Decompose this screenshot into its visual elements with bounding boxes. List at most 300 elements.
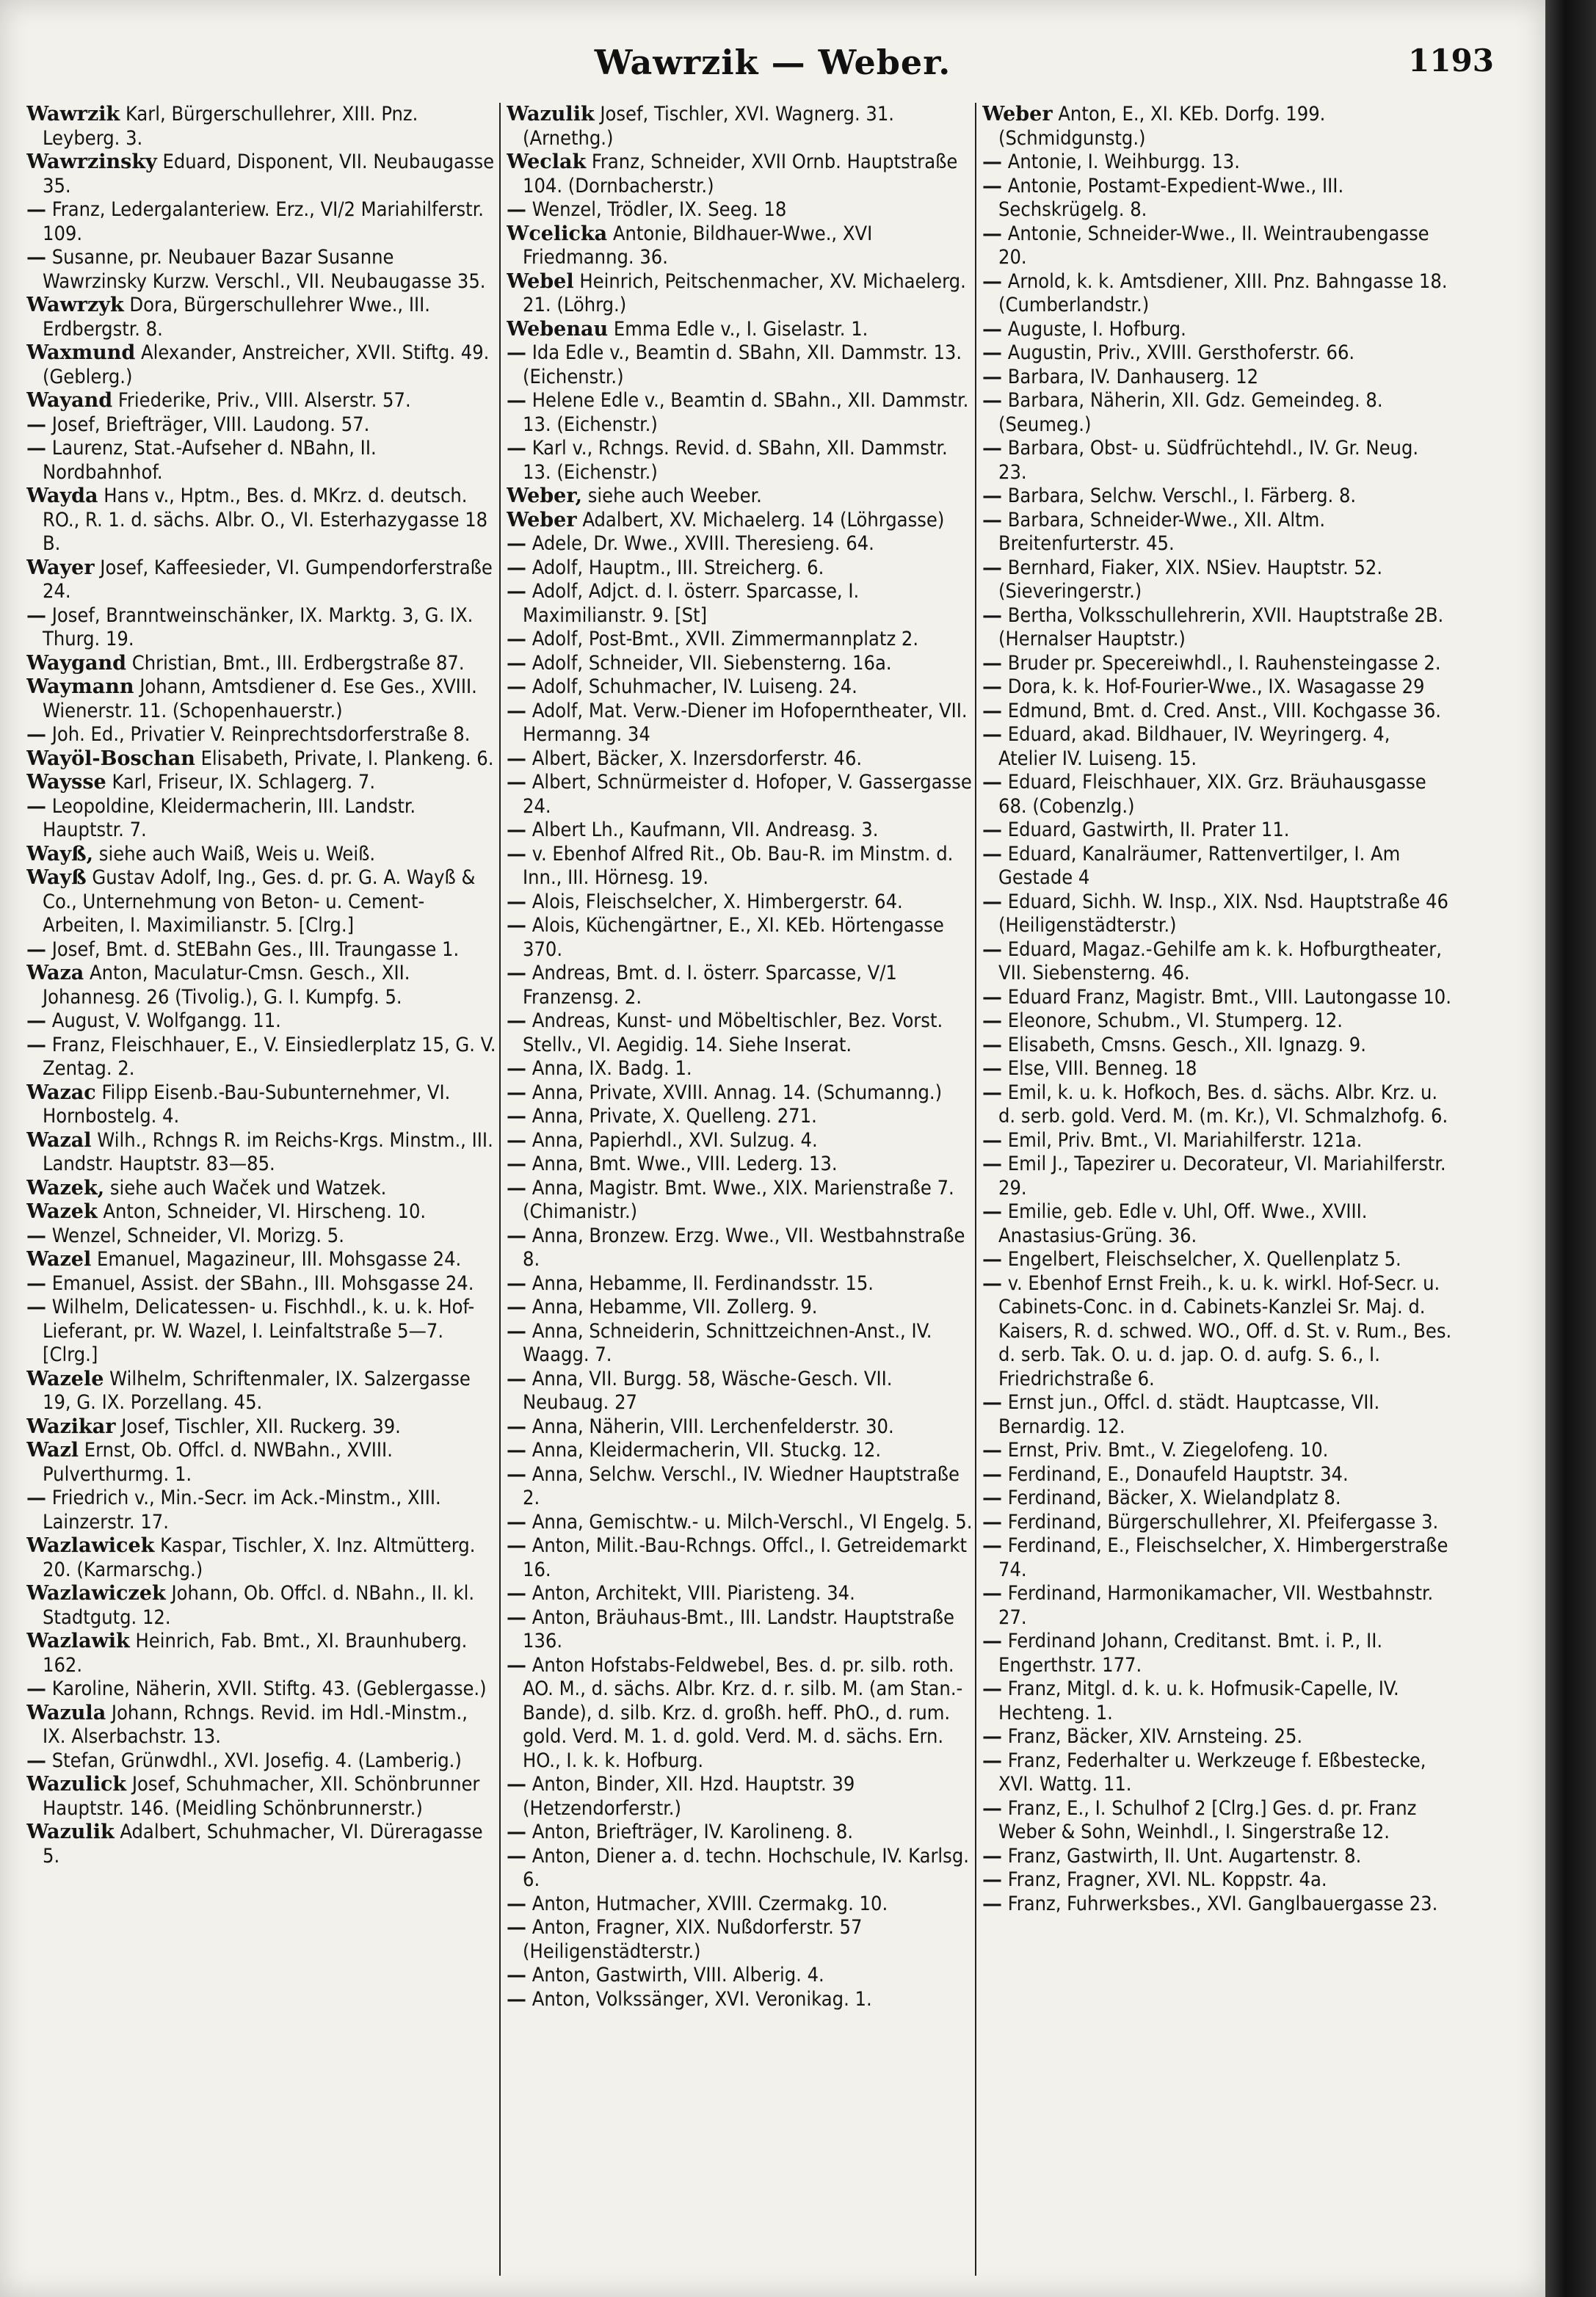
page-number: 1193 bbox=[1408, 43, 1494, 79]
entry-surname: Wawrzyk bbox=[26, 294, 124, 316]
entry-details: Anna, Selchw. Verschl., IV. Wiedner Hauptstraße 2. bbox=[523, 1462, 960, 1509]
column-right bbox=[982, 103, 1452, 2276]
entry-surname: — bbox=[982, 269, 1002, 293]
directory-entry bbox=[507, 341, 976, 389]
entry-surname: — bbox=[507, 675, 526, 698]
entry-surname: — bbox=[982, 222, 1002, 245]
entry-surname: — bbox=[982, 1128, 1002, 1152]
entry-surname: — bbox=[982, 771, 1002, 794]
directory-entry bbox=[507, 1296, 976, 1320]
directory-entry bbox=[26, 1487, 496, 1534]
entry-surname: — bbox=[507, 842, 526, 866]
entry-surname: — bbox=[507, 437, 526, 460]
entry-surname: Weber bbox=[982, 103, 1053, 126]
directory-entry bbox=[982, 938, 1452, 986]
entry-surname: Wazlawiczek bbox=[26, 1582, 166, 1605]
directory-entry bbox=[982, 1057, 1452, 1081]
entry-surname: Waymann bbox=[26, 675, 134, 698]
entry-details: Filipp Eisenb.-Bau-Subunternehmer, VI. Hornbostelg. 4. bbox=[43, 1081, 451, 1128]
entry-surname: Wayß, bbox=[26, 842, 94, 866]
entry-surname: Wazikar bbox=[26, 1415, 116, 1438]
entry-surname: Wazulick bbox=[26, 1773, 127, 1796]
entry-surname: — bbox=[982, 1200, 1002, 1223]
entry-details: Christian, Bmt., III. Erdbergstraße 87. bbox=[131, 651, 465, 675]
entry-surname: — bbox=[982, 603, 1002, 627]
entry-surname: Wawrzik bbox=[26, 103, 120, 126]
entry-surname: — bbox=[507, 1081, 526, 1104]
entry-surname: Weclak bbox=[507, 150, 587, 173]
entry-details: Franz, Fleischhauer, E., V. Einsiedlerplatz 15, G. V. Zentag. 2. bbox=[43, 1033, 496, 1080]
entry-details: Kaspar, Tischler, X. Inz. Altmütterg. 20. (Karmarschg.) bbox=[43, 1534, 476, 1581]
entry-details: August, V. Wolfgangg. 11. bbox=[51, 1009, 281, 1032]
entry-details: Leopoldine, Kleidermacherin, III. Landstr. Hauptstr. 7. bbox=[43, 794, 416, 841]
directory-entry bbox=[507, 819, 976, 843]
directory-entry bbox=[507, 1893, 976, 1917]
entry-surname: — bbox=[982, 508, 1002, 531]
directory-entry bbox=[982, 1845, 1452, 1869]
directory-entry bbox=[507, 675, 976, 700]
entry-surname: — bbox=[982, 1391, 1002, 1414]
directory-entry bbox=[507, 509, 976, 533]
directory-entry bbox=[26, 1582, 496, 1630]
directory-entry bbox=[507, 628, 976, 652]
directory-entry bbox=[507, 1463, 976, 1511]
directory-entry bbox=[26, 1630, 496, 1677]
entry-details: Franz, Schneider, XVII Ornb. Hauptstraße 104. (Dornbacherstr.) bbox=[523, 150, 958, 197]
directory-entry bbox=[982, 1630, 1452, 1677]
directory-entry bbox=[982, 1439, 1452, 1463]
entry-surname: — bbox=[26, 1296, 46, 1318]
directory-entry bbox=[982, 819, 1452, 843]
directory-entry bbox=[507, 747, 976, 772]
entry-surname: — bbox=[507, 771, 526, 794]
entry-details: Edmund, Bmt. d. Cred. Anst., VIII. Kochgasse 36. bbox=[1007, 699, 1442, 722]
directory-entry bbox=[26, 103, 496, 150]
entry-surname: Wawrzinsky bbox=[26, 150, 157, 173]
entry-details: Elisabeth, Private, I. Plankeng. 6. bbox=[200, 747, 494, 770]
entry-surname: Wazele bbox=[26, 1367, 104, 1390]
entry-details: Emma Edle v., I. Giselastr. 1. bbox=[613, 317, 868, 341]
entry-details: Elisabeth, Cmsns. Gesch., XII. Ignazg. 9. bbox=[1007, 1033, 1366, 1056]
directory-entry bbox=[507, 389, 976, 437]
entry-surname: — bbox=[982, 174, 1002, 197]
entry-details: Ferdinand, Bürgerschullehrer, XI. Pfeifergasse 3. bbox=[1007, 1510, 1439, 1534]
directory-entry bbox=[26, 1368, 496, 1415]
directory-entry bbox=[507, 270, 976, 318]
entry-surname: — bbox=[26, 1224, 46, 1247]
directory-entry bbox=[507, 556, 976, 581]
entry-details: Anna, Gemischtw.- u. Milch-Verschl., VI Engelg. 5. bbox=[532, 1510, 973, 1534]
entry-details: Josef, Tischler, XII. Ruckerg. 39. bbox=[121, 1415, 401, 1438]
entry-surname: — bbox=[26, 937, 46, 961]
entry-details: Susanne, pr. Neubauer Bazar Susanne Wawrzinsky Kurzw. Verschl., VII. Neubaugasse 35. bbox=[43, 246, 486, 293]
entry-surname: — bbox=[507, 1892, 526, 1915]
directory-entry bbox=[982, 509, 1452, 556]
directory-entry bbox=[507, 580, 976, 628]
entry-surname: — bbox=[982, 556, 1002, 579]
entry-details: Adolf, Schneider, VII. Siebensterng. 16a. bbox=[532, 651, 892, 675]
entry-surname: — bbox=[507, 580, 526, 603]
entry-surname: Weber bbox=[507, 508, 577, 531]
entry-details: Emil, k. u. k. Hofkoch, Bes. d. sächs. Albr. Krz. u. d. serb. gold. Verd. M. (m. Kr.), VI. Schmalzhofg. 6. bbox=[998, 1081, 1448, 1128]
directory-entry bbox=[507, 532, 976, 556]
directory-entry bbox=[507, 700, 976, 747]
entry-details: Franz, E., I. Schulhof 2 [Clrg.] Ges. d. pr. Franz Weber & Sohn, Weinhdl., I. Singerstraße 12. bbox=[998, 1796, 1417, 1843]
entry-details: Anton, Briefträger, IV. Karolineng. 8. bbox=[532, 1821, 854, 1843]
entry-details: Alois, Fleischselcher, X. Himbergerstr. 64. bbox=[532, 890, 903, 913]
entry-details: Albert, Schnürmeister d. Hofoper, V. Gassergasse 24. bbox=[523, 771, 972, 818]
entry-surname: Wazlawicek bbox=[26, 1534, 155, 1557]
entry-surname: — bbox=[507, 1057, 526, 1080]
entry-surname: — bbox=[26, 723, 46, 746]
entry-surname: — bbox=[507, 1653, 526, 1677]
entry-details: Franz, Mitgl. d. k. u. k. Hofmusik-Capelle, IV. Hechteng. 1. bbox=[998, 1677, 1399, 1724]
entry-surname: — bbox=[507, 1153, 526, 1175]
entry-surname: Wazl bbox=[26, 1439, 79, 1462]
entry-surname: — bbox=[982, 937, 1002, 961]
entry-surname: — bbox=[507, 914, 526, 937]
entry-details: Emil, Priv. Bmt., VI. Mariahilferstr. 121a. bbox=[1007, 1128, 1363, 1152]
entry-surname: — bbox=[507, 1534, 526, 1557]
entry-surname: — bbox=[982, 1271, 1002, 1295]
directory-entry bbox=[507, 1415, 976, 1440]
entry-surname: — bbox=[507, 1439, 526, 1462]
entry-details: Laurenz, Stat.-Aufseher d. NBahn, II. Nordbahnhof. bbox=[43, 437, 377, 484]
entry-surname: — bbox=[26, 1677, 46, 1700]
directory-entry bbox=[982, 1272, 1452, 1392]
entry-surname: — bbox=[982, 819, 1002, 841]
entry-details: Adele, Dr. Wwe., XVIII. Theresieng. 64. bbox=[532, 532, 874, 555]
directory-entry bbox=[507, 103, 976, 150]
entry-surname: — bbox=[507, 1462, 526, 1486]
directory-entry bbox=[982, 1248, 1452, 1272]
directory-entry bbox=[507, 652, 976, 676]
entry-details: Anna, Papierhdl., XVI. Sulzug. 4. bbox=[532, 1128, 818, 1152]
entry-details: Dora, Bürgerschullehrer Wwe., III. Erdbergstr. 8. bbox=[43, 294, 431, 341]
entry-surname: Waza bbox=[26, 962, 84, 984]
directory-entry bbox=[26, 1702, 496, 1749]
entry-details: siehe auch Weeber. bbox=[587, 485, 762, 507]
entry-details: Anton, Bräuhaus-Bmt., III. Landstr. Hauptstraße 136. bbox=[523, 1605, 955, 1652]
entry-details: Eduard, Disponent, VII. Neubaugasse 35. bbox=[43, 150, 495, 197]
entry-details: Stefan, Grünwdhl., XVI. Josefig. 4. (Lamberig.) bbox=[51, 1749, 462, 1772]
entry-details: Anton, Fragner, XIX. Nußdorferstr. 57 (Heiligenstädterstr.) bbox=[523, 1916, 863, 1963]
directory-entry bbox=[982, 1153, 1452, 1200]
entry-details: Anton, Schneider, VI. Hirscheng. 10. bbox=[103, 1200, 427, 1223]
directory-entry bbox=[507, 1988, 976, 2012]
entry-details: Anton, Binder, XII. Hzd. Hauptstr. 39 (Hetzendorferstr.) bbox=[523, 1773, 855, 1820]
directory-entry bbox=[507, 1009, 976, 1057]
entry-surname: — bbox=[507, 1605, 526, 1629]
directory-entry bbox=[982, 1463, 1452, 1487]
entry-details: Barbara, Näherin, XII. Gdz. Gemeindeg. 8. (Seumeg.) bbox=[998, 389, 1383, 436]
entry-details: Franz, Ledergalanteriew. Erz., VI/2 Mariahilferstr. 109. bbox=[43, 198, 484, 245]
directory-entry bbox=[26, 1248, 496, 1272]
entry-surname: — bbox=[507, 1271, 526, 1295]
entry-details: Johann, Ob. Offcl. d. NBahn., II. kl. Stadtgutg. 12. bbox=[43, 1582, 475, 1629]
directory-entry bbox=[982, 890, 1452, 938]
entry-details: Emanuel, Assist. der SBahn., III. Mohsgasse 24. bbox=[51, 1271, 474, 1295]
directory-entry bbox=[507, 318, 976, 342]
entry-surname: — bbox=[982, 1081, 1002, 1104]
directory-entry bbox=[507, 843, 976, 890]
entry-details: Karl, Bürgerschullehrer, XIII. Pnz. Leyberg. 3. bbox=[43, 103, 418, 150]
entry-details: Franz, Bäcker, XIV. Arnsteing. 25. bbox=[1007, 1725, 1303, 1748]
directory-entry bbox=[26, 1439, 496, 1487]
entry-details: Adolf, Hauptm., III. Streicherg. 6. bbox=[532, 556, 824, 579]
directory-entry bbox=[26, 413, 496, 438]
entry-surname: — bbox=[507, 819, 526, 841]
entry-surname: — bbox=[26, 198, 46, 221]
entry-details: Wilh., Rchngs R. im Reichs-Krgs. Minstm., III. Landstr. Hauptstr. 83—85. bbox=[43, 1128, 493, 1175]
entry-details: Anna, Bronzew. Erzg. Wwe., VII. Westbahnstraße 8. bbox=[523, 1224, 965, 1271]
directory-entry bbox=[982, 1081, 1452, 1129]
entry-details: Wenzel, Trödler, IX. Seeg. 18 bbox=[532, 198, 787, 221]
entry-details: Anton, Diener a. d. techn. Hochschule, IV. Karlsg. 6. bbox=[523, 1844, 969, 1891]
directory-entry bbox=[26, 1821, 496, 1868]
directory-entry bbox=[507, 1916, 976, 1964]
entry-details: Karl v., Rchngs. Revid. d. SBahn, XII. Dammstr. 13. (Eichenstr.) bbox=[523, 437, 948, 484]
entry-details: Wenzel, Schneider, VI. Morizg. 5. bbox=[51, 1224, 344, 1247]
directory-entry bbox=[982, 222, 1452, 270]
entry-details: Josef, Schuhmacher, XII. Schönbrunner Hauptstr. 146. (Meidling Schönbrunnerstr.) bbox=[43, 1773, 480, 1820]
directory-entry bbox=[982, 1868, 1452, 1893]
entry-details: siehe auch Waiß, Weis u. Weiß. bbox=[98, 842, 376, 866]
directory-entry bbox=[507, 1320, 976, 1368]
entry-details: Eduard Franz, Magistr. Bmt., VIII. Lautongasse 10. bbox=[1007, 985, 1451, 1009]
directory-entry bbox=[507, 1773, 976, 1821]
directory-entry bbox=[507, 198, 976, 222]
entry-surname: — bbox=[507, 1773, 526, 1796]
directory-entry bbox=[982, 843, 1452, 890]
entry-surname: — bbox=[982, 437, 1002, 460]
entry-details: Hans v., Hptm., Bes. d. MKrz. d. deutsch. RO., R. 1. d. sächs. Albr. O., VI. Esterhazygasse 18 B. bbox=[43, 485, 488, 555]
directory-entry bbox=[507, 1582, 976, 1606]
directory-entry bbox=[982, 175, 1452, 222]
entry-surname: — bbox=[982, 1439, 1002, 1462]
directory-entry bbox=[982, 485, 1452, 509]
directory-entry bbox=[982, 723, 1452, 771]
entry-surname: — bbox=[982, 317, 1002, 341]
entry-surname: Webenau bbox=[507, 317, 609, 341]
entry-details: Albert Lh., Kaufmann, VII. Andreasg. 3. bbox=[532, 819, 879, 841]
entry-surname: — bbox=[507, 556, 526, 579]
entry-details: Anna, Magistr. Bmt. Wwe., XIX. Marienstraße 7. (Chimanistr.) bbox=[523, 1176, 954, 1223]
entry-details: Anna, Hebamme, VII. Zollerg. 9. bbox=[532, 1296, 818, 1318]
entry-details: Joh. Ed., Privatier V. Reinprechtsdorferstraße 8. bbox=[51, 723, 471, 746]
directory-entry bbox=[982, 1797, 1452, 1845]
entry-surname: — bbox=[26, 1033, 46, 1056]
column-middle bbox=[507, 103, 976, 2276]
entry-details: Heinrich, Peitschenmacher, XV. Michaelerg. 21. (Löhrg.) bbox=[523, 269, 966, 316]
entry-details: Arnold, k. k. Amtsdiener, XIII. Pnz. Bahngasse 18. (Cumberlandstr.) bbox=[998, 269, 1448, 316]
directory-entry bbox=[26, 1677, 496, 1702]
entry-details: Ida Edle v., Beamtin d. SBahn, XII. Dammstr. 13. (Eichenstr.) bbox=[523, 341, 962, 388]
directory-entry bbox=[982, 1749, 1452, 1797]
entry-details: Antonie, Bildhauer-Wwe., XVI Friedmanng. 36. bbox=[523, 222, 873, 269]
entry-surname: — bbox=[982, 723, 1002, 746]
directory-entry bbox=[26, 1224, 496, 1249]
entry-surname: — bbox=[982, 1868, 1002, 1891]
entry-details: Ferdinand Johann, Creditanst. Bmt. i. P., II. Engerthstr. 177. bbox=[998, 1630, 1383, 1677]
directory-entry bbox=[26, 246, 496, 294]
entry-details: Anna, Hebamme, II. Ferdinandsstr. 15. bbox=[532, 1271, 874, 1295]
entry-surname: — bbox=[982, 1510, 1002, 1534]
entry-surname: — bbox=[982, 150, 1002, 173]
entry-details: Alexander, Anstreicher, XVII. Stiftg. 49. (Geblerg.) bbox=[43, 341, 490, 388]
directory-entry bbox=[26, 341, 496, 389]
entry-details: Anna, Bmt. Wwe., VIII. Lederg. 13. bbox=[532, 1153, 838, 1175]
entry-details: Josef, Bmt. d. StEBahn Ges., III. Traungasse 1. bbox=[51, 937, 460, 961]
directory-entry bbox=[507, 890, 976, 915]
directory-entry bbox=[982, 700, 1452, 724]
entry-details: Franz, Federhalter u. Werkzeuge f. Eßbestecke, XVI. Wattg. 11. bbox=[998, 1749, 1426, 1796]
directory-entry bbox=[507, 1105, 976, 1129]
entry-details: Antonie, I. Weihburgg. 13. bbox=[1007, 150, 1240, 173]
directory-entry bbox=[26, 652, 496, 676]
directory-entry bbox=[507, 962, 976, 1009]
entry-surname: — bbox=[507, 651, 526, 675]
entry-surname: — bbox=[507, 1224, 526, 1247]
entry-details: Barbara, Selchw. Verschl., I. Färberg. 8. bbox=[1007, 485, 1357, 507]
directory-entry bbox=[982, 652, 1452, 676]
entry-surname: Wcelicka bbox=[507, 222, 608, 245]
entry-details: Anton, Hutmacher, XVIII. Czermakg. 10. bbox=[532, 1892, 888, 1915]
directory-entry bbox=[982, 1511, 1452, 1535]
entry-details: Josef, Briefträger, VIII. Laudong. 57. bbox=[51, 413, 370, 436]
entry-surname: — bbox=[507, 747, 526, 770]
entry-surname: — bbox=[507, 389, 526, 412]
entry-details: Johann, Rchngs. Revid. im Hdl.-Minstm., IX. Alserbachstr. 13. bbox=[43, 1701, 468, 1748]
directory-entry bbox=[26, 962, 496, 1009]
entry-surname: — bbox=[507, 1367, 526, 1390]
book-spine-edge bbox=[1545, 0, 1596, 2297]
entry-surname: — bbox=[982, 1534, 1002, 1557]
entry-details: Eduard, akad. Bildhauer, IV. Weyringerg. 4, Atelier IV. Luiseng. 15. bbox=[998, 723, 1390, 770]
directory-entry bbox=[26, 675, 496, 723]
directory-entry bbox=[982, 1391, 1452, 1439]
directory-entry bbox=[26, 723, 496, 747]
entry-surname: — bbox=[982, 675, 1002, 698]
entry-details: Anton, Milit.-Bau-Rchngs. Offcl., I. Getreidemarkt 16. bbox=[523, 1534, 967, 1581]
directory-entry bbox=[507, 1177, 976, 1224]
directory-entry bbox=[507, 914, 976, 962]
entry-surname: — bbox=[507, 1415, 526, 1438]
entry-details: Josef, Tischler, XVI. Wagnerg. 31. (Arnethg.) bbox=[523, 103, 894, 150]
entry-surname: — bbox=[982, 1796, 1002, 1820]
directory-entry bbox=[982, 150, 1452, 175]
directory-entry bbox=[26, 938, 496, 962]
entry-details: Franz, Fuhrwerksbes., XVI. Ganglbauergasse 23. bbox=[1007, 1892, 1438, 1915]
entry-details: Eduard, Sichh. W. Insp., XIX. Nsd. Hauptstraße 46 (Heiligenstädterstr.) bbox=[998, 890, 1448, 937]
entry-surname: — bbox=[26, 1271, 46, 1295]
entry-surname: — bbox=[507, 1987, 526, 2011]
entry-surname: — bbox=[507, 1916, 526, 1939]
entry-details: Friedrich v., Min.-Secr. im Ack.-Minstm., XIII. Lainzerstr. 17. bbox=[43, 1487, 441, 1534]
entry-surname: Wazal bbox=[26, 1128, 92, 1152]
entry-details: Anna, Schneiderin, Schnittzeichnen-Anst., IV. Waagg. 7. bbox=[523, 1319, 932, 1366]
entry-surname: — bbox=[507, 1296, 526, 1318]
entry-details: Ernst, Ob. Offcl. d. NWBahn., XVIII. Pulverthurmg. 1. bbox=[43, 1439, 393, 1486]
entry-details: Antonie, Postamt-Expedient-Wwe., III. Sechskrügelg. 8. bbox=[998, 174, 1344, 221]
directory-entry bbox=[507, 1272, 976, 1296]
directory-entry bbox=[26, 1773, 496, 1821]
entry-details: Adalbert, XV. Michaelerg. 14 (Löhrgasse) bbox=[582, 508, 945, 531]
directory-entry bbox=[26, 1129, 496, 1177]
directory-entry bbox=[26, 771, 496, 795]
entry-surname: Waysse bbox=[26, 771, 106, 794]
directory-entry bbox=[982, 1893, 1452, 1917]
entry-surname: Wazel bbox=[26, 1248, 92, 1271]
directory-entry bbox=[982, 1725, 1452, 1749]
entry-details: Barbara, IV. Danhauserg. 12 bbox=[1007, 365, 1259, 388]
directory-entry bbox=[507, 1964, 976, 1988]
entry-details: Franz, Gastwirth, II. Unt. Augartenstr. 8. bbox=[1007, 1844, 1362, 1868]
directory-entry bbox=[507, 1439, 976, 1463]
directory-entry bbox=[982, 1009, 1452, 1034]
directory-entry bbox=[982, 1534, 1452, 1582]
entry-surname: — bbox=[507, 1128, 526, 1152]
directory-entry bbox=[982, 675, 1452, 700]
entry-details: Anna, Private, XVIII. Annag. 14. (Schumanng.) bbox=[532, 1081, 943, 1104]
entry-surname: — bbox=[982, 341, 1002, 364]
page-header-title: Wawrzik — Weber. bbox=[594, 43, 951, 82]
entry-details: Emanuel, Magazineur, III. Mohsgasse 24. bbox=[96, 1248, 462, 1271]
entry-details: Josef, Kaffeesieder, VI. Gumpendorferstraße 24. bbox=[43, 556, 493, 603]
entry-surname: — bbox=[26, 1487, 46, 1509]
directory-entry bbox=[982, 1487, 1452, 1511]
entry-details: v. Ebenhof Alfred Rit., Ob. Bau-R. im Minstm. d. Inn., III. Hörnesg. 19. bbox=[523, 842, 954, 889]
entry-details: Bernhard, Fiaker, XIX. NSiev. Hauptstr. 52. (Sieveringerstr.) bbox=[998, 556, 1383, 603]
directory-entry bbox=[26, 1177, 496, 1201]
entry-surname: — bbox=[982, 1892, 1002, 1915]
entry-surname: — bbox=[507, 198, 526, 221]
entry-surname: — bbox=[982, 651, 1002, 675]
entry-surname: Wayöl-Boschan bbox=[26, 747, 195, 770]
entry-surname: — bbox=[982, 365, 1002, 388]
directory-entry bbox=[507, 1153, 976, 1177]
entry-surname: — bbox=[982, 699, 1002, 722]
directory-entry bbox=[982, 1129, 1452, 1153]
entry-surname: — bbox=[982, 1033, 1002, 1056]
entry-details: Anton, Volkssänger, XVI. Veronikag. 1. bbox=[532, 1987, 872, 2011]
entry-details: Anna, IX. Badg. 1. bbox=[532, 1057, 692, 1080]
directory-entry bbox=[982, 103, 1452, 150]
directory-entry bbox=[507, 771, 976, 819]
entry-surname: — bbox=[982, 389, 1002, 412]
entry-details: Friederike, Priv., VIII. Alserstr. 57. bbox=[117, 389, 411, 412]
entry-details: Barbara, Obst- u. Südfrüchtehdl., IV. Gr. Neug. 23. bbox=[998, 437, 1419, 484]
entry-details: Ferdinand, E., Donaufeld Hauptstr. 34. bbox=[1007, 1462, 1349, 1486]
entry-details: Adolf, Mat. Verw.-Diener im Hofoperntheater, VII. Hermanng. 34 bbox=[523, 699, 968, 746]
entry-details: Adolf, Post-Bmt., XVII. Zimmermannplatz 2. bbox=[532, 628, 919, 650]
directory-entry bbox=[982, 1582, 1452, 1630]
entry-details: Eduard, Kanalräumer, Rattenvertilger, I. Am Gestade 4 bbox=[998, 842, 1401, 889]
directory-entry bbox=[982, 366, 1452, 390]
entry-surname: — bbox=[507, 962, 526, 984]
entry-surname: Wazula bbox=[26, 1701, 106, 1724]
entry-surname: — bbox=[507, 1821, 526, 1843]
directory-entry bbox=[26, 294, 496, 341]
directory-entry bbox=[507, 1057, 976, 1081]
entry-details: Gustav Adolf, Ing., Ges. d. pr. G. A. Wayß & Co., Unternehmung von Beton- u. Cement-Arbeiten, I. Maximilianstr. 5. [Clrg.] bbox=[43, 866, 476, 937]
entry-surname: — bbox=[507, 1510, 526, 1534]
entry-details: Karl, Friseur, IX. Schlagerg. 7. bbox=[112, 771, 376, 794]
entry-surname: — bbox=[982, 1630, 1002, 1652]
entry-surname: Weber, bbox=[507, 485, 583, 507]
entry-details: v. Ebenhof Ernst Freih., k. u. k. wirkl. Hof-Secr. u. Cabinets-Conc. in d. Cabinets-Kanzlei Sr. Maj. d. Kaisers, R. d. schwed. WO., Off. d. St. v. Rum., Bes. d. serb. Tak. O. u. d. jap. O. d. aufg. S. 6., I. Friedrichstraße 6. bbox=[998, 1271, 1452, 1390]
entry-details: Emil J., Tapezirer u. Decorateur, VI. Mariahilferstr. 29. bbox=[998, 1153, 1446, 1200]
